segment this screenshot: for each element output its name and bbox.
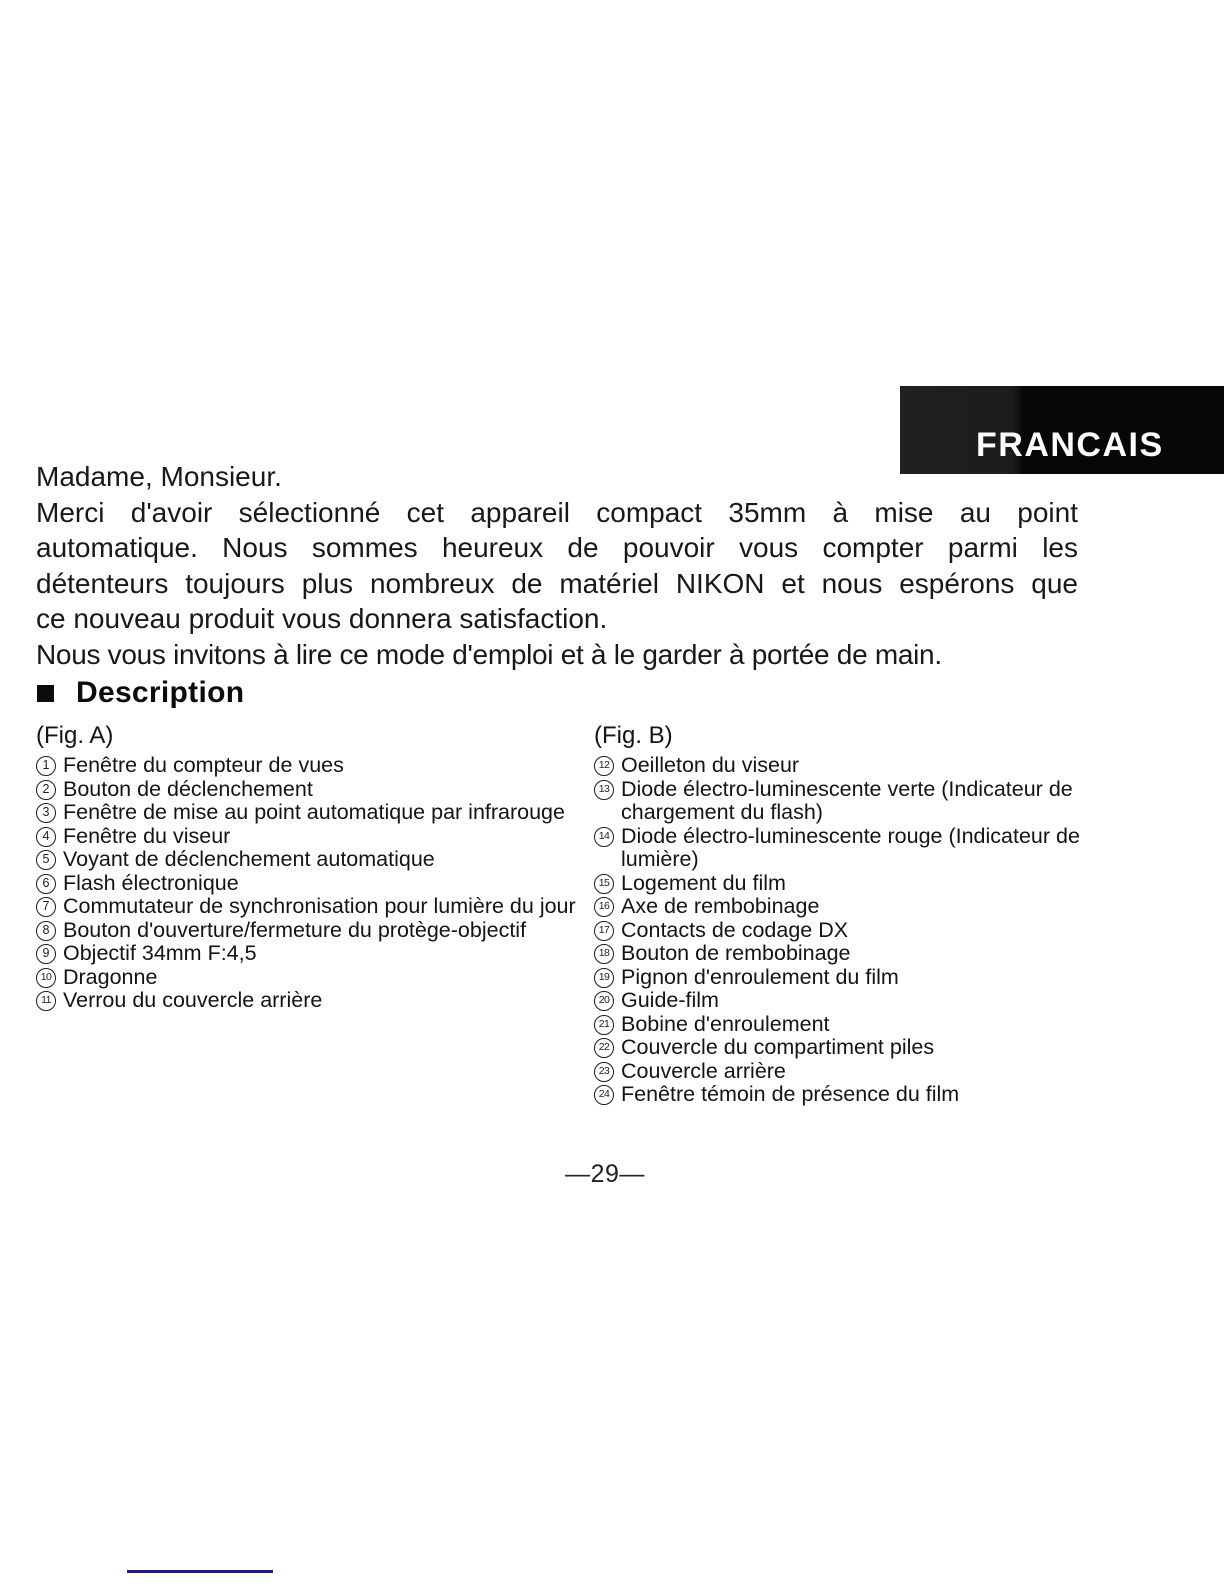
section-title: Description bbox=[76, 676, 245, 709]
intro-text bbox=[36, 459, 1078, 672]
circled-number-icon: 18 bbox=[594, 944, 614, 964]
intro-paragraph-line: ce nouveau produit vous donnera satisfaction. bbox=[36, 603, 608, 634]
item-label: Fenêtre de mise au point automatique par infrarouge bbox=[63, 800, 565, 824]
circled-number-icon: 13 bbox=[594, 780, 614, 800]
square-bullet-icon bbox=[37, 685, 54, 702]
list-item bbox=[36, 872, 598, 896]
item-label: Commutateur de synchronisation pour lumière du jour bbox=[63, 894, 576, 918]
circled-number-icon: 1 bbox=[36, 756, 56, 776]
item-label: Bouton d'ouverture/fermeture du protège-objectif bbox=[63, 917, 527, 942]
item-label: Fenêtre du compteur de vues bbox=[63, 753, 344, 777]
circled-number-icon: 23 bbox=[594, 1062, 614, 1082]
list-item bbox=[594, 1060, 1126, 1084]
item-label: Logement du film bbox=[621, 870, 786, 895]
circled-number-icon: 19 bbox=[594, 968, 614, 988]
list-item bbox=[36, 942, 598, 966]
figure-a-list bbox=[36, 754, 598, 1013]
list-item bbox=[36, 966, 598, 990]
circled-number-icon: 4 bbox=[36, 827, 56, 847]
figure-a-column bbox=[36, 722, 598, 1013]
list-item bbox=[594, 1013, 1126, 1037]
circled-number-icon: 16 bbox=[594, 897, 614, 917]
circled-number-icon: 2 bbox=[36, 780, 56, 800]
circled-number-icon: 10 bbox=[36, 968, 56, 988]
figure-b-title: (Fig. B) bbox=[594, 722, 673, 749]
list-item bbox=[594, 895, 1126, 919]
circled-number-icon: 21 bbox=[594, 1015, 614, 1035]
circled-number-icon: 17 bbox=[594, 921, 614, 941]
list-item bbox=[36, 778, 598, 802]
item-label: Axe de rembobinage bbox=[621, 894, 820, 918]
list-item bbox=[594, 966, 1126, 990]
list-item bbox=[594, 942, 1126, 966]
list-item bbox=[594, 778, 1126, 825]
item-label: Objectif 34mm F:4,5 bbox=[63, 941, 257, 965]
intro-paragraph-line: Merci d'avoir sélectionné cet appareil compact 35mm à mise au point bbox=[36, 496, 1078, 528]
circled-number-icon: 24 bbox=[594, 1085, 614, 1105]
page-number: —29— bbox=[565, 1160, 645, 1188]
item-label: Fenêtre témoin de présence du film bbox=[621, 1082, 960, 1106]
list-item bbox=[594, 919, 1126, 943]
circled-number-icon: 5 bbox=[36, 850, 56, 870]
item-label: Couvercle arrière bbox=[621, 1058, 786, 1083]
item-label: Guide-film bbox=[621, 988, 719, 1012]
circled-number-icon: 6 bbox=[36, 874, 56, 894]
list-item bbox=[594, 825, 1126, 872]
list-item bbox=[36, 825, 598, 849]
circled-number-icon: 20 bbox=[594, 991, 614, 1011]
item-label: Pignon d'enroulement du film bbox=[621, 964, 899, 989]
circled-number-icon: 3 bbox=[36, 803, 56, 823]
language-banner-label: FRANCAIS bbox=[976, 426, 1164, 464]
greeting-line: Madame, Monsieur. bbox=[36, 461, 282, 492]
item-label: Diode électro-luminescente rouge (Indicateur de lumière) bbox=[621, 823, 1080, 871]
list-item bbox=[36, 848, 598, 872]
section-heading bbox=[37, 676, 244, 710]
item-label: Dragonne bbox=[63, 964, 158, 989]
circled-number-icon: 22 bbox=[594, 1038, 614, 1058]
list-item bbox=[36, 801, 598, 825]
list-item bbox=[36, 919, 598, 943]
item-label: Voyant de déclenchement automatique bbox=[63, 847, 435, 871]
list-item bbox=[594, 989, 1126, 1013]
figure-a-title: (Fig. A) bbox=[36, 722, 114, 749]
list-item bbox=[36, 989, 598, 1013]
item-label: Oeilleton du viseur bbox=[621, 753, 800, 777]
list-item bbox=[594, 1083, 1126, 1107]
list-item bbox=[36, 754, 598, 778]
intro-note-line: Nous vous invitons à lire ce mode d'emploi et à le garder à portée de main. bbox=[36, 638, 942, 670]
item-label: Contacts de codage DX bbox=[621, 917, 849, 942]
circled-number-icon: 14 bbox=[594, 827, 614, 847]
item-label: Couvercle du compartiment piles bbox=[621, 1035, 935, 1059]
item-label: Verrou du couvercle arrière bbox=[63, 988, 323, 1012]
item-label: Bouton de rembobinage bbox=[621, 941, 851, 965]
item-label: Bouton de déclenchement bbox=[63, 776, 313, 801]
list-item bbox=[594, 754, 1126, 778]
circled-number-icon: 15 bbox=[594, 874, 614, 894]
circled-number-icon: 9 bbox=[36, 944, 56, 964]
figure-b-column bbox=[594, 722, 1126, 1107]
circled-number-icon: 8 bbox=[36, 921, 56, 941]
item-label: Bobine d'enroulement bbox=[621, 1011, 830, 1036]
list-item bbox=[594, 872, 1126, 896]
circled-number-icon: 12 bbox=[594, 756, 614, 776]
circled-number-icon: 7 bbox=[36, 897, 56, 917]
list-item bbox=[594, 1036, 1126, 1060]
intro-paragraph-line: automatique. Nous sommes heureux de pouvoir vous compter parmi les bbox=[36, 532, 1078, 563]
figure-b-list bbox=[594, 754, 1126, 1107]
item-label: Fenêtre du viseur bbox=[63, 823, 231, 848]
item-label: Diode électro-luminescente verte (Indicateur de chargement du flash) bbox=[621, 776, 1073, 824]
blue-accent-line bbox=[127, 1570, 273, 1573]
circled-number-icon: 11 bbox=[36, 991, 56, 1011]
list-item bbox=[36, 895, 598, 919]
item-label: Flash électronique bbox=[63, 870, 239, 895]
intro-paragraph-line: détenteurs toujours plus nombreux de matériel NIKON et nous espérons que bbox=[36, 567, 1078, 599]
